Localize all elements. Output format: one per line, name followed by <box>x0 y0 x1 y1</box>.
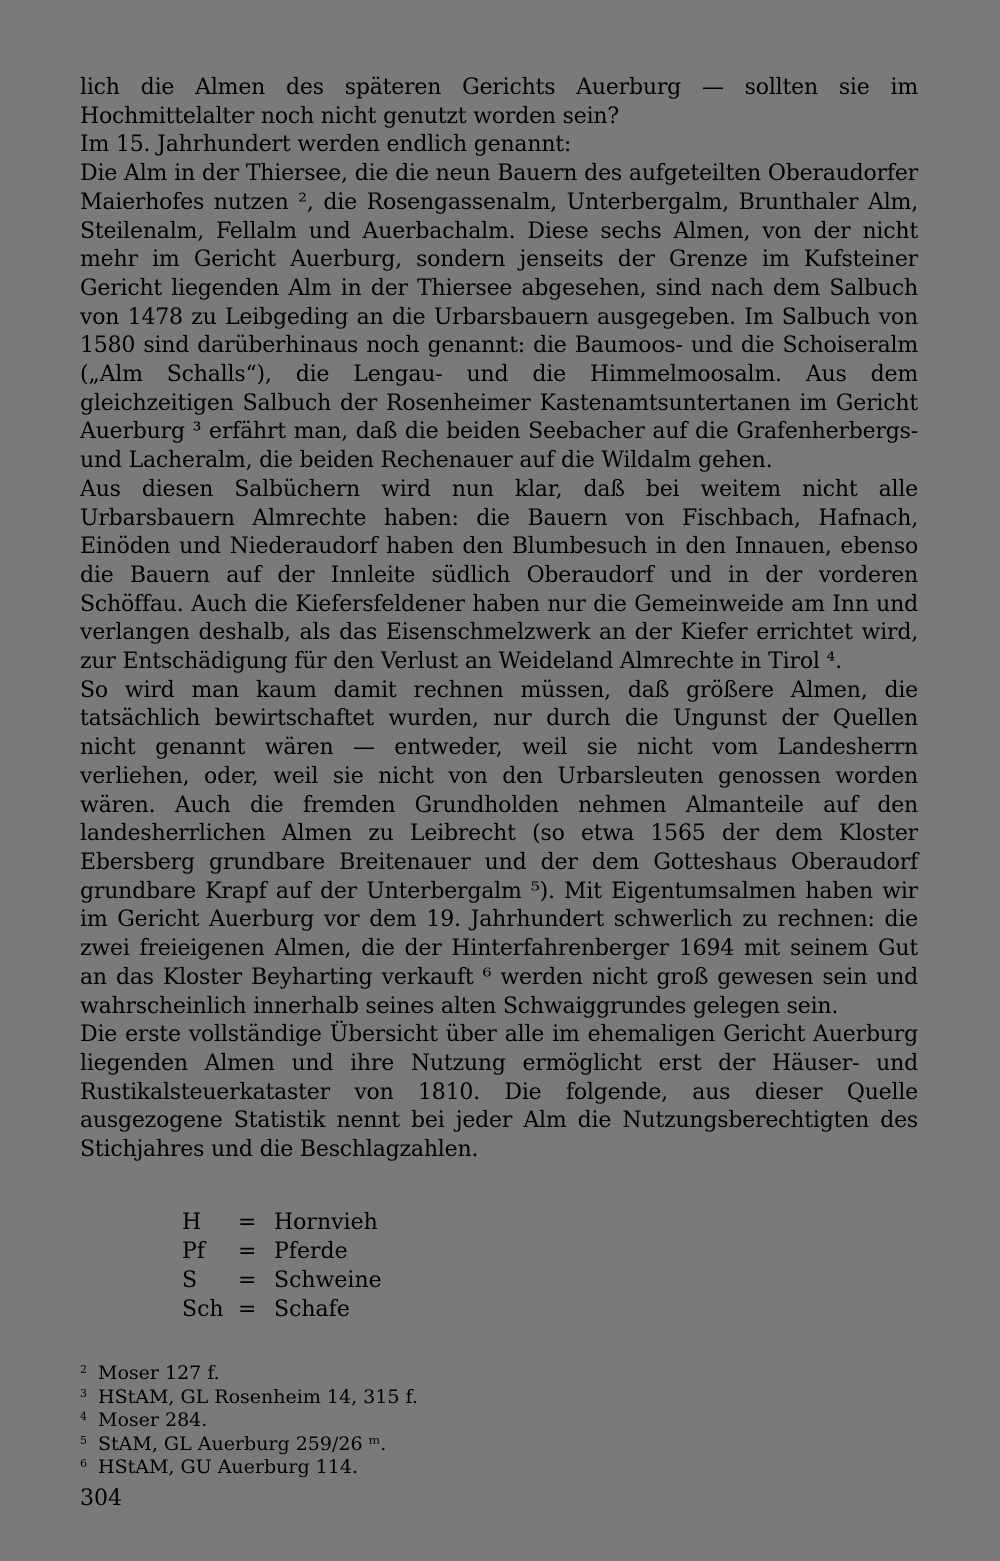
main-text <box>80 74 918 1165</box>
paragraph: Die Alm in der Thiersee, die die neun Bauern des aufgeteilten Oberaudorfer Maierhofes nutzen ², die Rosengassenalm, Unterbergalm, Brunthaler Alm, Steilenalm, Fellalm und Auerbachalm. Diese sechs Almen, von der nicht mehr im Gericht Auerburg, sondern jenseits der Grenze im Kufsteiner Gericht liegenden Alm in der Thiersee abgesehen, sind nach dem Salbuch von 1478 zu Leibgeding an die Urbarsbauern ausgegeben. Im Salbuch von 1580 sind darüberhinaus noch genannt: die Baumoos- und die Schoiseralm („Alm Schalls“), die Lengau- und die Himmelmoosalm. Aus dem gleichzeitigen Salbuch der Rosenheimer Kastenamtsuntertanen im Gericht Auerburg ³ erfährt man, daß die beiden Seebacher auf die Grafenherbergs- und Lacheralm, die beiden Rechenauer auf die Wildalm gehen. <box>80 161 918 474</box>
footnote-number: 2 <box>80 1363 87 1376</box>
abbreviation-value: Schafe <box>274 1297 350 1322</box>
footnote <box>80 1433 680 1457</box>
abbreviation-equals: = <box>238 1210 257 1235</box>
footnotes <box>80 1362 680 1480</box>
paragraph: So wird man kaum damit rechnen müssen, daß größere Almen, die tatsächlich bewirtschaftet wurden, nur durch die Ungunst der Quellen nicht genannt wären — entweder, weil sie nicht vom Landesherrn verliehen, oder, weil sie nicht von den Urbarsleuten genossen worden wären. Auch die fremden Grundholden nehmen Almanteile auf den landesherrlichen Almen zu Leibrecht (so etwa 1565 der dem Kloster Ebersberg grundbare Breitenauer und der dem Gotteshaus Oberaudorf grundbare Krapf auf der Unterbergalm ⁵). Mit Eigentumsalmen haben wir im Gericht Auerburg vor dem 19. Jahrhundert schwerlich zu rechnen: die zwei freieigenen Almen, die der Hinterfahrenberger 1694 mit seinem Gut an das Kloster Beyharting verkauft ⁶ werden nicht groß gewesen sein und wahrscheinlich innerhalb seines alten Schwaiggrundes gelegen sein. <box>80 677 918 1019</box>
paragraph: Aus diesen Salbüchern wird nun klar, daß bei weitem nicht alle Urbarsbauern Almrechte haben: die Bauern von Fischbach, Hafnach, Einöden und Niederaudorf haben den Blumbesuch in den Innauen, ebenso die Bauern auf der Innleite südlich Oberaudorf und in der vorderen Schöffau. Auch die Kiefersfeldener haben nur die Gemeinweide am Inn und verlangen deshalb, als das Eisenschmelzwerk an der Kiefer errichtet wird, zur Entschädigung für den Verlust an Weideland Almrechte in Tirol ⁴. <box>80 476 918 675</box>
footnote <box>80 1409 680 1433</box>
abbreviation-row <box>182 1237 382 1266</box>
page-number: 304 <box>80 1486 122 1511</box>
abbreviation-row <box>182 1266 382 1295</box>
abbreviation-value: Hornvieh <box>274 1210 378 1235</box>
footnote-text: HStAM, GL Rosenheim 14, 315 f. <box>98 1385 418 1408</box>
paragraph: Die erste vollständige Übersicht über alle im ehemaligen Gericht Auerburg liegenden Almen und ihre Nutzung ermöglicht erst der Häuser- und Rustikalsteuerkataster von 1810. Die folgende, aus dieser Quelle ausgezogene Statistik nennt bei jeder Alm die Nutzungsberechtigten des Stichjahres und die Beschlagzahlen. <box>80 1022 918 1163</box>
paragraph: lich die Almen des späteren Gerichts Auerburg — sollten sie im Hochmittelalter noch nicht genutzt worden sein? <box>80 75 918 129</box>
abbreviation-list <box>182 1208 382 1324</box>
footnote-number: 6 <box>80 1457 87 1470</box>
abbreviation-row <box>182 1295 382 1324</box>
footnote-number: 4 <box>80 1410 87 1423</box>
abbreviation-value: Schweine <box>274 1268 382 1293</box>
footnote <box>80 1362 680 1386</box>
abbreviation-key: H <box>182 1210 202 1235</box>
footnote-number: 3 <box>80 1386 87 1400</box>
abbreviation-equals: = <box>238 1239 257 1264</box>
footnote-text: Moser 284. <box>98 1409 208 1431</box>
abbreviation-equals: = <box>238 1268 257 1293</box>
footnote-text: HStAM, GU Auerburg 114. <box>98 1456 358 1478</box>
abbreviation-row <box>182 1208 382 1237</box>
abbreviation-key: Pf <box>182 1239 205 1264</box>
abbreviation-key: Sch <box>182 1297 224 1322</box>
footnote-text: StAM, GL Auerburg 259/26 ᵐ. <box>98 1432 387 1455</box>
footnote-text: Moser 127 f. <box>98 1362 220 1384</box>
abbreviation-equals: = <box>238 1297 257 1322</box>
footnote <box>80 1386 680 1410</box>
abbreviation-key: S <box>182 1268 198 1293</box>
footnote-number: 5 <box>80 1433 87 1447</box>
abbreviation-value: Pferde <box>274 1239 348 1264</box>
footnote <box>80 1456 680 1480</box>
paragraph: Im 15. Jahrhundert werden endlich genannt: <box>80 132 572 158</box>
